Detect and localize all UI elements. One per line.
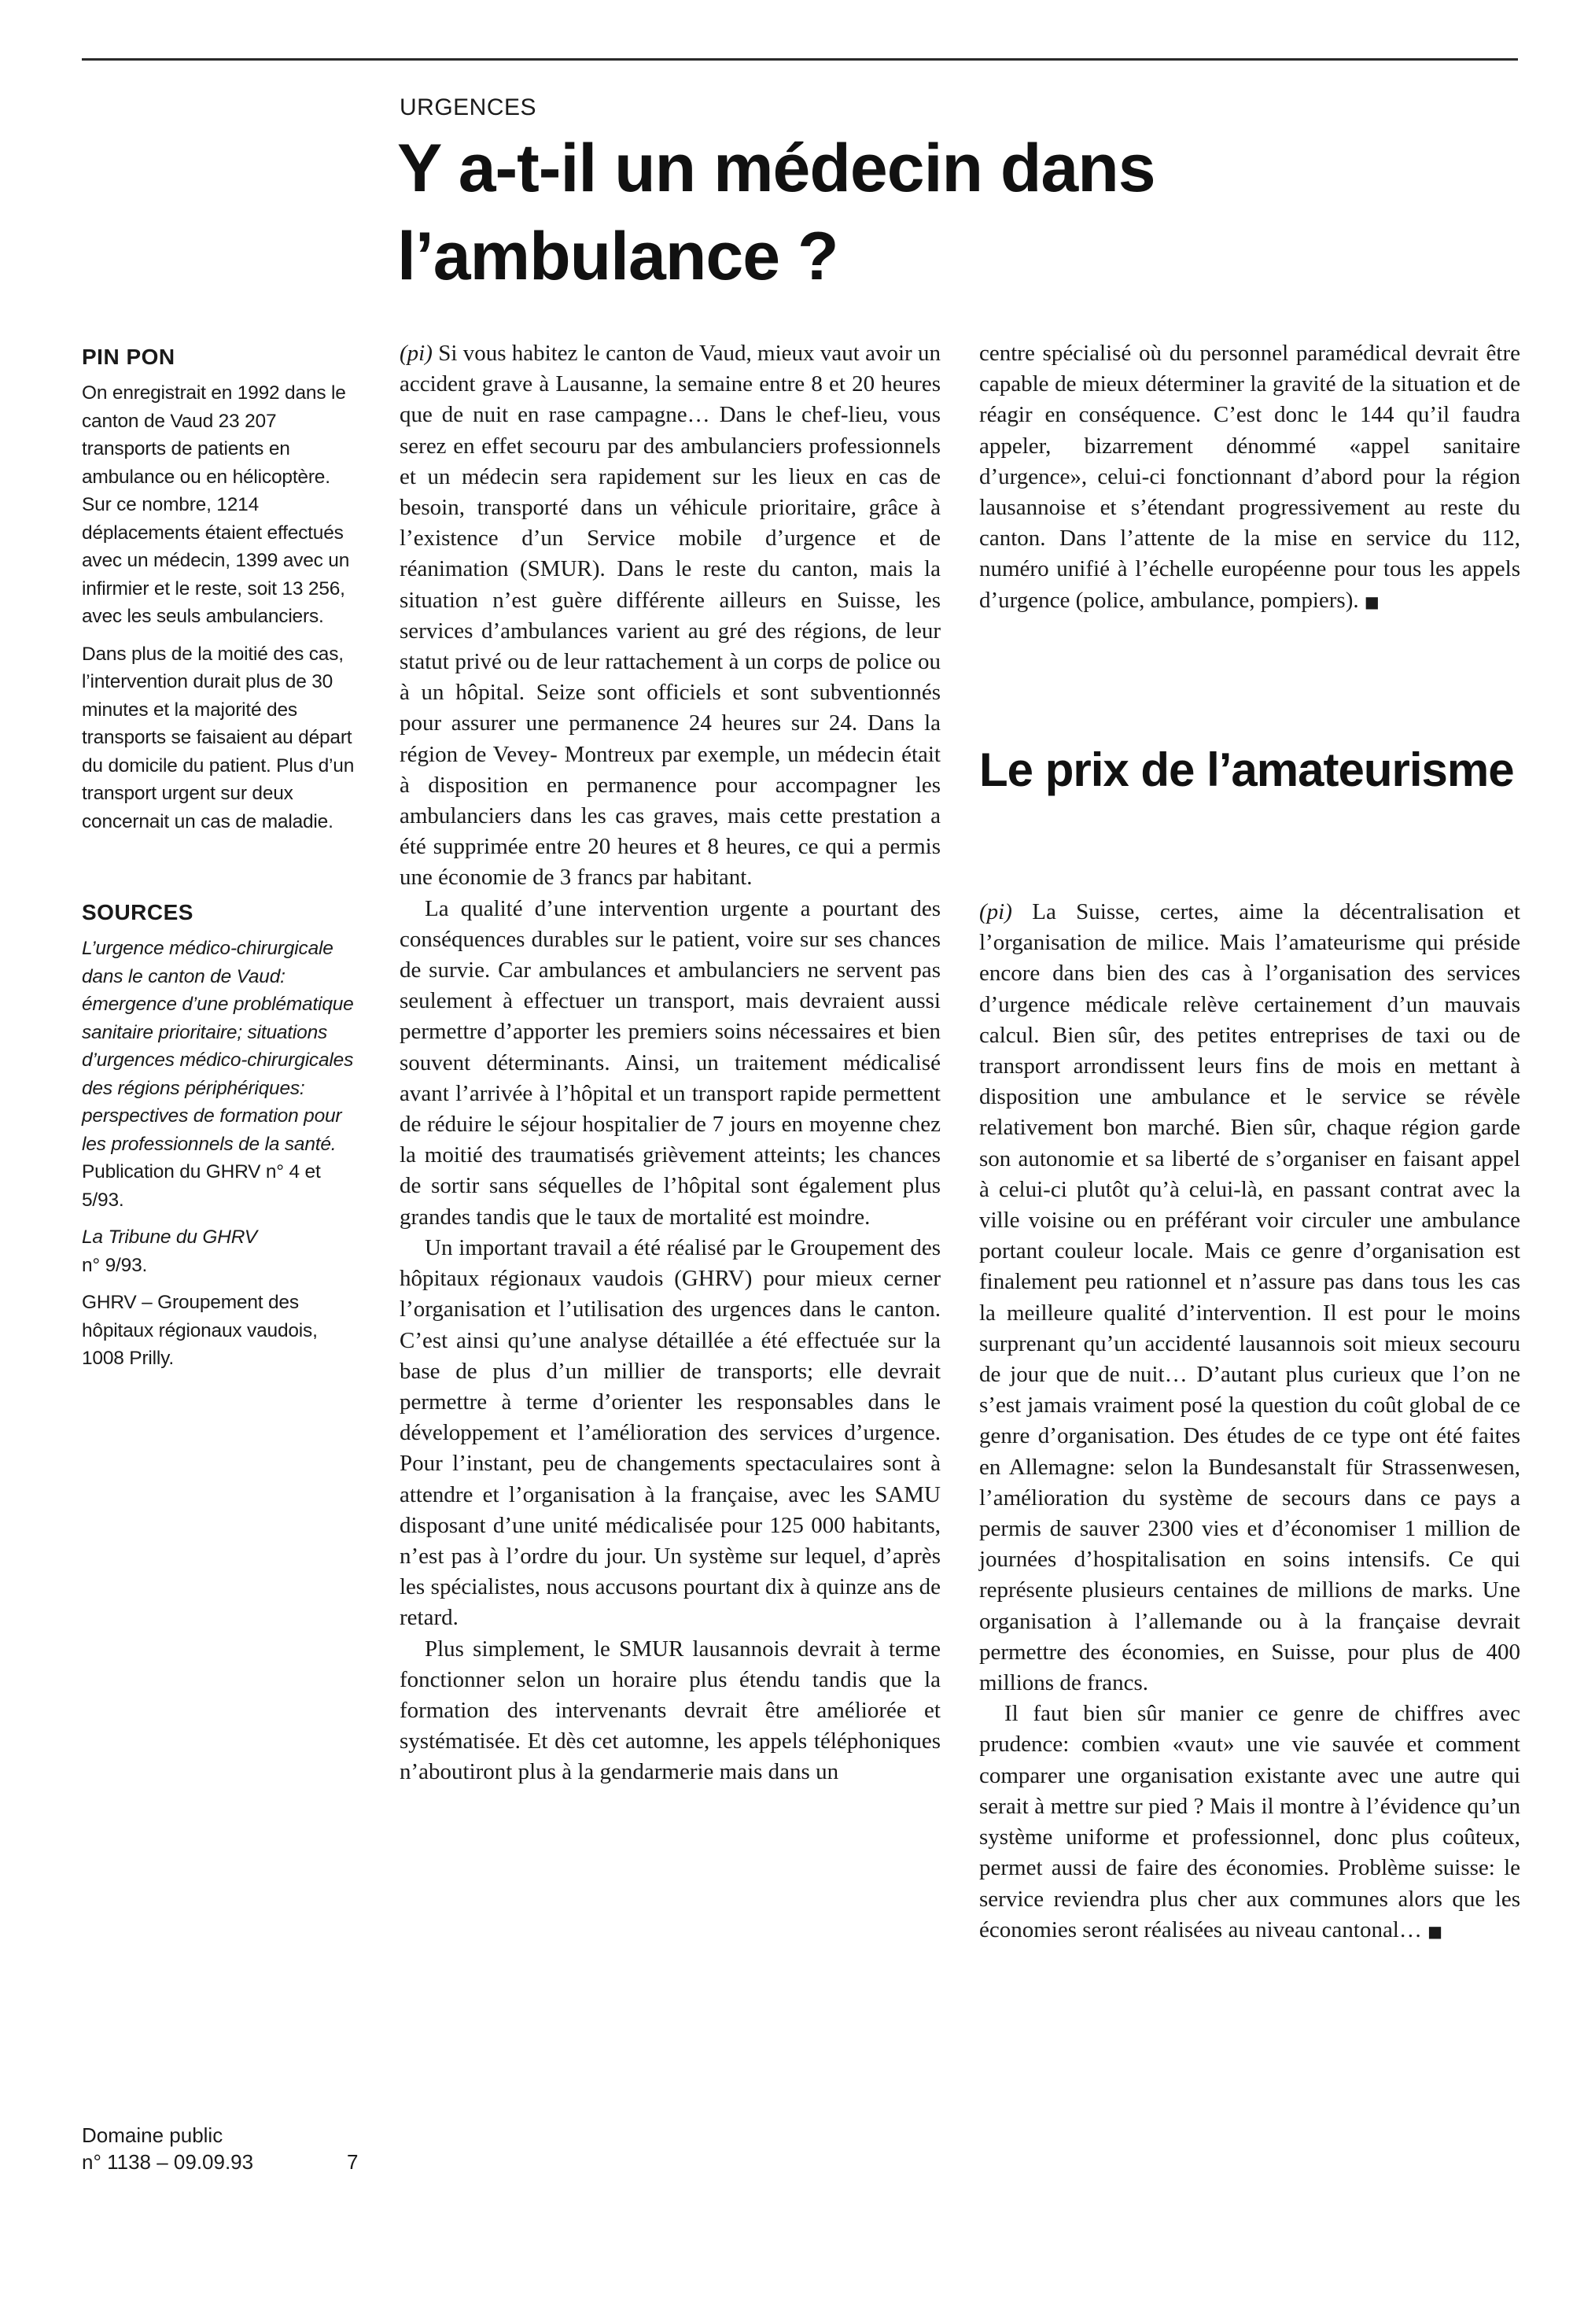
sidebar-sources — [82, 898, 362, 1373]
article1-paragraph-4-cont-text: centre spécialisé où du personnel paramédical devrait être capable de mieux déterminer la gravité de la situation et de réagir en conséquence. C’est donc le 144 qu’il faudra appeler, bizarrement dénommé «appel sanitaire d’urgence», celui-ci fonctionnant d’abord pour la région lausannoise et s’étendant progressivement au reste du canton. Dans l’attente de la mise en service du 112, numéro unifié à l’échelle européenne pour tous les appels d’urgence (police, ambulance, pompiers). — [979, 341, 1520, 613]
article2-paragraph-2-text: Il faut bien sûr manier ce genre de chiffres avec prudence: combien «vaut» une vie sauvée et comment comparer une organisation existante avec une autre qui serait à mettre sur pied ? Mais il montre à l’évidence qu’un système uniforme et professionnel, donc plus coûteux, permet aussi de faire des économies. Problème suisse: le service reviendra plus cher aux communes alors que les économies seront réalisées au niveau cantonal… — [979, 1701, 1520, 1942]
source-ref-1 — [82, 935, 362, 1214]
page-number: 7 — [347, 2150, 359, 2174]
section-kicker: URGENCES — [400, 94, 537, 120]
article1-column-2 — [979, 338, 1520, 618]
article1-paragraph-1-text: Si vous habitez le canton de Vaud, mieux vaut avoir un accident grave à Lausanne, la semaine entre 8 et 20 heures que de nuit en rase campagne… Dans le chef-lieu, vous serez en effet secouru par des ambulanciers professionnels et un médecin sera rapidement sur les lieux en cas de besoin, transporté dans un véhicule prioritaire, grâce à l’existence d’un Service mobile d’urgence et de réanimation (SMUR). Dans le reste du canton, mais la situation n’est guère différente ailleurs en Suisse, les services d’ambulances varient au gré des régions, de leur statut privé ou de leur rattachement à un corps de police ou à un hôpital. Seize sont officiels et sont subventionnés pour assurer une permanence 24 heures sur 24. Dans la région de Vevey- Montreux par exemple, un médecin était à disposition en permanence pour accompagner les ambulanciers dans les cas graves, mais cette prestation a été supprimée entre 20 heures et 8 heures, ce qui a permis une économie de 3 francs par habitant. — [400, 341, 941, 891]
sidebar-paragraph: Dans plus de la moitié des cas, l’intervention durait plus de 30 minutes et la majorité des transports se faisaient au départ du domicile du patient. Plus d’un transport urgent sur deux concernait un cas de maladie. — [82, 643, 355, 832]
article2-column — [979, 897, 1520, 1947]
article2-paragraph-1-text: La Suisse, certes, aime la décentralisation et l’organisation de milice. Mais l’amateurisme qui préside encore dans bien des cas à l’organisation des services d’urgence médicale relève certainement d’un mauvais calcul. Bien sûr, des petites entreprises de taxi ou de transport arrondissent leurs fins de mois en mettant à disposition une ambulance et le service se révèle relativement bon marché. Bien sûr, chaque région garde son autonomie et sa liberté de s’organiser en faisant appel à celui-ci plutôt qu’à celui-là, en passant contrat avec la ville voisine ou en préférant voir circuler une ambulance portant couleur locale. Mais ce genre d’organisation est finalement peu rationnel et n’assure pas dans tous les cas la meilleure qualité d’intervention. Il est pour le moins surprenant qu’un accidenté lausannois soit mieux secouru de jour que de nuit… D’autant plus curieux que l’on ne s’est jamais vraiment posé la question du coût global de ce genre d’organisation. Des études de ce type ont été faites en Allemagne: selon la Bundesanstalt für Strassenwesen, l’amélioration du système de secours dans ce pays a permis de sauver 2300 vies et d’économiser 1 million de journées d’hospitalisation en soins intensifs. Ce qui représente plusieurs centaines de millions de marks. Une organisation à l’allemande ou à la française devrait permettre des économies, en Suisse, pour plus de 400 millions de francs. — [979, 899, 1520, 1696]
source-ref-1-publication: Publication du GHRV n° 4 et 5/93. — [82, 1161, 321, 1211]
article2-signature: (pi) — [979, 899, 1012, 924]
article1-signature: (pi) — [400, 341, 433, 366]
page-footer — [82, 2122, 381, 2175]
source-ref-2 — [82, 1223, 362, 1279]
sidebar-paragraph: On enregistrait en 1992 dans le canton de Vaud 23 207 transports de patients en ambulance ou en hélicoptère. Sur ce nombre, 1214 déplacements étaient effectués avec un médecin, 1399 avec un infirmier et le reste, soit 13 256, avec les seuls ambulanciers. — [82, 382, 350, 627]
article1-paragraph-4-continued — [979, 338, 1520, 618]
source-ref-1-title: L’urgence médico-chirurgicale dans le canton de Vaud: émergence d’une problématique sanitaire prioritaire; situations d’urgences médico-chirurgicales des régions périphériques: perspectives de formation pour les professionnels de la santé. — [82, 938, 354, 1155]
sidebar-heading-sources: SOURCES — [82, 900, 193, 924]
sidebar — [82, 343, 362, 1382]
article1-paragraph-1 — [400, 338, 941, 894]
end-of-article-icon: ■ — [1364, 592, 1380, 611]
article1-paragraph-2: La qualité d’une intervention urgente a pourtant des conséquences durables sur le patient, voire sur ses chances de survie. Car ambulances et ambulanciers ne servent pas seulement à effectuer un transport, mais devraient aussi permettre d’apporter les premiers soins nécessaires et bien souvent déterminants. Ainsi, un traitement médicalisé avant l’arrivée à l’hôpital et un transport rapide permettent de réduire le séjour hospitalier de 7 jours en moyenne chez la moitié des traumatisés grièvement atteints; les chances de sortir sans séquelles de l’hôpital sont également plus grandes tandis que le taux de mortalité est moindre. — [400, 895, 941, 1230]
source-ref-3: GHRV – Groupement des hôpitaux régionaux vaudois, 1008 Prilly. — [82, 1292, 318, 1369]
article2-paragraph-2 — [979, 1699, 1520, 1947]
sidebar-pin-pon — [82, 343, 362, 836]
footer-publication: Domaine public — [82, 2123, 223, 2147]
sidebar-heading-pin-pon: PIN PON — [82, 345, 175, 369]
article2-paragraph-1 — [979, 897, 1520, 1699]
article-headline: Y a-t-il un médecin dans l’ambulance ? — [397, 131, 1155, 294]
footer-issue: n° 1138 – 09.09.93 — [82, 2150, 254, 2174]
article1-column-1 — [400, 338, 941, 1788]
article1-paragraph-4: Plus simplement, le SMUR lausannois devrait à terme fonctionner selon un horaire plus étendu tandis que la formation des intervenants devrait être améliorée et systématisée. Et dès cet automne, les appels téléphoniques n’aboutiront plus à la gendarmerie mais dans un — [400, 1636, 941, 1785]
source-ref-2-title: La Tribune du GHRV — [82, 1227, 257, 1248]
article1-paragraph-3: Un important travail a été réalisé par le Groupement des hôpitaux régionaux vaudois (GHRV) pour mieux cerner l’organisation et l’utilisation des urgences dans le canton. C’est ainsi qu’une analyse détaillée a été effectuée sur la base de plus d’un millier de transports; elle devrait permettre à terme d’orienter les responsables dans le développement et l’amélioration des services d’urgence. Pour l’instant, peu de changements spectaculaires sont à attendre et l’organisation à la française, avec les SAMU disposant d’une unité médicalisée pour 125 000 habitants, n’est pas à l’ordre du jour. Un système sur lequel, d’après les spécialistes, nous accusons pourtant dix à quinze ans de retard. — [400, 1234, 941, 1631]
source-ref-2-number: n° 9/93. — [82, 1254, 148, 1276]
article2-title: Le prix de l’amateurisme — [979, 743, 1514, 796]
end-of-article-icon: ■ — [1427, 1921, 1443, 1941]
top-rule — [82, 58, 1518, 61]
